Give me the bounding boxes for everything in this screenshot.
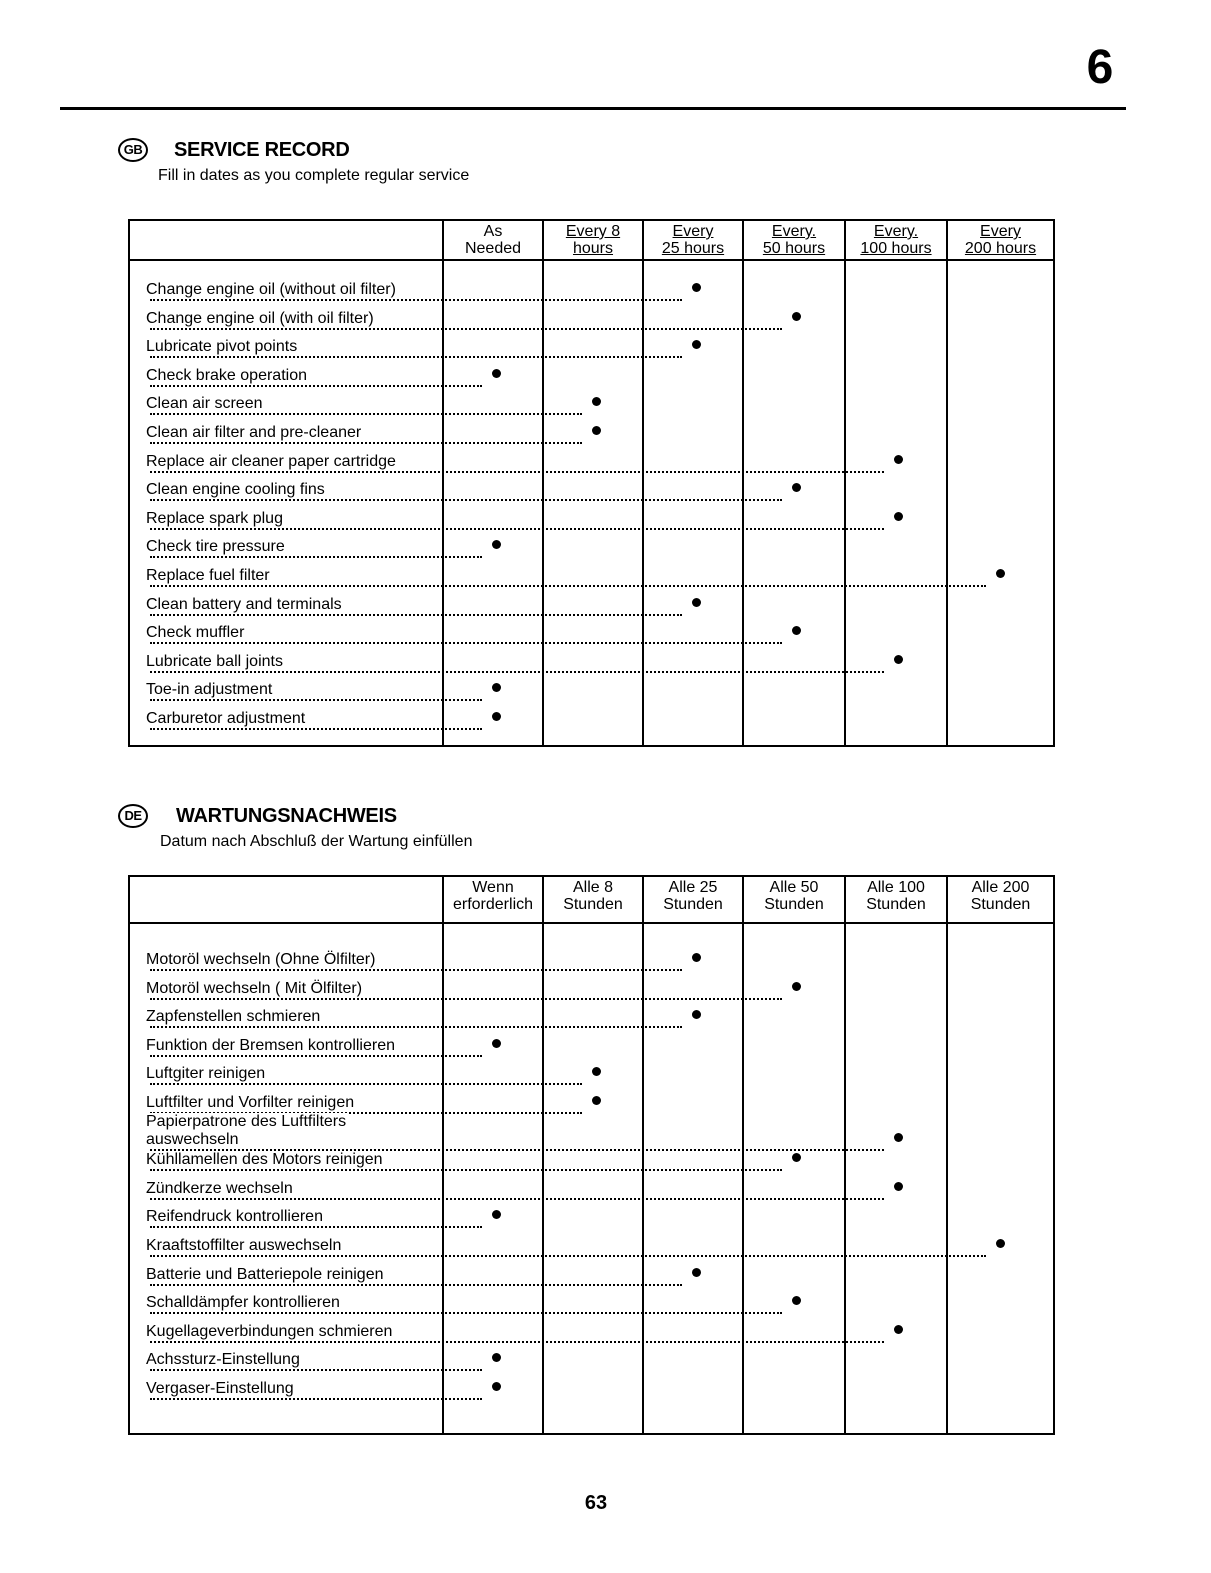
column-header: Alle 25 Stunden (663, 879, 723, 913)
column-header: Every 8 hours (565, 223, 621, 257)
dot-leader (150, 1341, 884, 1343)
interval-marker (492, 1039, 501, 1048)
task-label: Kühllamellen des Motors reinigen (146, 1151, 383, 1169)
interval-marker (592, 426, 601, 435)
top-rule (60, 107, 1126, 110)
interval-marker (492, 540, 501, 549)
column-header: Alle 100 Stunden (866, 879, 926, 913)
task-label: Replace spark plug (146, 509, 283, 527)
interval-marker (894, 1325, 903, 1334)
interval-marker (492, 712, 501, 721)
language-badge-de: DE (118, 804, 148, 828)
interval-marker (792, 626, 801, 635)
dot-leader (150, 356, 682, 358)
interval-marker (692, 953, 701, 962)
task-label: Clean engine cooling fins (146, 481, 325, 499)
interval-marker (792, 312, 801, 321)
dot-leader (150, 471, 884, 473)
interval-marker (692, 283, 701, 292)
dot-leader (150, 1226, 482, 1228)
dot-leader (150, 1312, 782, 1314)
section-title-gb: SERVICE RECORD (174, 139, 350, 161)
task-label: Toe-in adjustment (146, 681, 273, 699)
column-separator (844, 877, 846, 1433)
task-label: Check muffler (146, 624, 245, 642)
dot-leader (150, 1026, 682, 1028)
chapter-number: 6 (1086, 41, 1114, 94)
dot-leader (150, 413, 582, 415)
interval-marker (592, 1067, 601, 1076)
interval-marker (792, 483, 801, 492)
column-separator (844, 221, 846, 745)
section-subtitle-de: Datum nach Abschluß der Wartung einfüllen (160, 833, 473, 850)
dot-leader (150, 385, 482, 387)
task-label: Clean air screen (146, 395, 263, 413)
column-separator (442, 877, 444, 1433)
task-label: Papierpatrone des Luftfilters auswechseln (146, 1112, 347, 1148)
header-rule (130, 259, 1053, 261)
task-label: Lubricate ball joints (146, 652, 283, 670)
task-label: Zapfenstellen schmieren (146, 1008, 321, 1026)
dot-leader (150, 1198, 884, 1200)
task-label: Replace fuel filter (146, 567, 270, 584)
page-number: 63 (584, 1492, 608, 1514)
dot-leader (150, 1083, 582, 1085)
dot-leader (150, 614, 682, 616)
column-separator (742, 221, 744, 745)
task-label: Vergaser-Einstellung (146, 1380, 294, 1397)
interval-marker (996, 569, 1005, 578)
dot-leader (150, 442, 582, 444)
column-header: Every. 100 hours (860, 223, 932, 257)
dot-leader (150, 1369, 482, 1371)
interval-marker (492, 683, 501, 692)
task-label: Funktion der Bremsen kontrollieren (146, 1036, 396, 1054)
interval-marker (492, 369, 501, 378)
interval-marker (692, 1268, 701, 1277)
task-label: Carburetor adjustment (146, 710, 306, 727)
column-header: Every 25 hours (661, 223, 725, 257)
interval-marker (792, 1153, 801, 1162)
column-separator (946, 221, 948, 745)
task-label: Check brake operation (146, 366, 307, 384)
task-label: Clean air filter and pre-cleaner (146, 424, 362, 441)
interval-marker (692, 340, 701, 349)
column-header: Alle 200 Stunden (970, 879, 1031, 913)
dot-leader (150, 969, 682, 971)
dot-leader (150, 528, 884, 530)
task-label: Check tire pressure (146, 538, 285, 556)
task-label: Motoröl wechseln ( Mit Ölfilter) (146, 979, 363, 997)
task-label: Motoröl wechseln (Ohne Ölfilter) (146, 951, 376, 968)
interval-marker (792, 982, 801, 991)
column-header: As Needed (464, 223, 522, 257)
task-label: Batterie und Batteriepole reinigen (146, 1265, 384, 1283)
column-header: Every. 50 hours (762, 223, 826, 257)
dot-leader (150, 642, 782, 644)
interval-marker (692, 598, 701, 607)
column-header: Alle 8 Stunden (563, 879, 623, 913)
dot-leader (150, 1055, 482, 1057)
task-label: Clean battery and terminals (146, 595, 342, 613)
column-separator (742, 877, 744, 1433)
task-label: Lubricate pivot points (146, 338, 298, 356)
dot-leader (150, 1398, 482, 1400)
interval-marker (492, 1353, 501, 1362)
interval-marker (894, 1182, 903, 1191)
dot-leader (150, 328, 782, 330)
dot-leader (150, 299, 682, 301)
language-badge-gb: GB (118, 138, 148, 162)
interval-marker (692, 1010, 701, 1019)
interval-marker (792, 1296, 801, 1305)
header-rule (130, 922, 1053, 924)
interval-marker (592, 397, 601, 406)
interval-marker (894, 1133, 903, 1142)
column-header: Wenn erforderlich (452, 879, 534, 913)
interval-marker (894, 455, 903, 464)
task-label: Reifendruck kontrollieren (146, 1208, 323, 1226)
wartungsnachweis-table (128, 875, 1055, 1435)
interval-marker (894, 655, 903, 664)
dot-leader (150, 1284, 682, 1286)
dot-leader (150, 499, 782, 501)
task-label: Zündkerze wechseln (146, 1179, 293, 1197)
column-separator (946, 877, 948, 1433)
dot-leader (150, 728, 482, 730)
column-separator (642, 877, 644, 1433)
task-label: Replace air cleaner paper cartridge (146, 452, 396, 470)
task-label: Schalldämpfer kontrollieren (146, 1294, 340, 1312)
dot-leader (150, 1169, 782, 1171)
interval-marker (894, 512, 903, 521)
column-header: Alle 50 Stunden (764, 879, 824, 913)
column-separator (542, 877, 544, 1433)
task-label: Kugellageverbindungen schmieren (146, 1322, 393, 1340)
interval-marker (492, 1210, 501, 1219)
service-record-table (128, 219, 1055, 747)
dot-leader (150, 671, 884, 673)
section-title-de: WARTUNGSNACHWEIS (176, 805, 397, 827)
task-label: Kraaftstoffilter auswechseln (146, 1237, 342, 1254)
task-label: Luftgiter reinigen (146, 1065, 266, 1083)
dot-leader (150, 998, 782, 1000)
dot-leader (150, 1255, 986, 1257)
dot-leader (150, 585, 986, 587)
dot-leader (150, 556, 482, 558)
section-subtitle-gb: Fill in dates as you complete regular service (158, 167, 470, 184)
column-header: Every 200 hours (964, 223, 1037, 257)
task-label: Achssturz-Einstellung (146, 1351, 300, 1369)
task-label: Luftfilter und Vorfilter reinigen (146, 1094, 355, 1111)
interval-marker (592, 1096, 601, 1105)
task-label: Change engine oil (with oil filter) (146, 309, 374, 327)
interval-marker (996, 1239, 1005, 1248)
task-label: Change engine oil (without oil filter) (146, 281, 396, 298)
interval-marker (492, 1382, 501, 1391)
dot-leader (150, 699, 482, 701)
